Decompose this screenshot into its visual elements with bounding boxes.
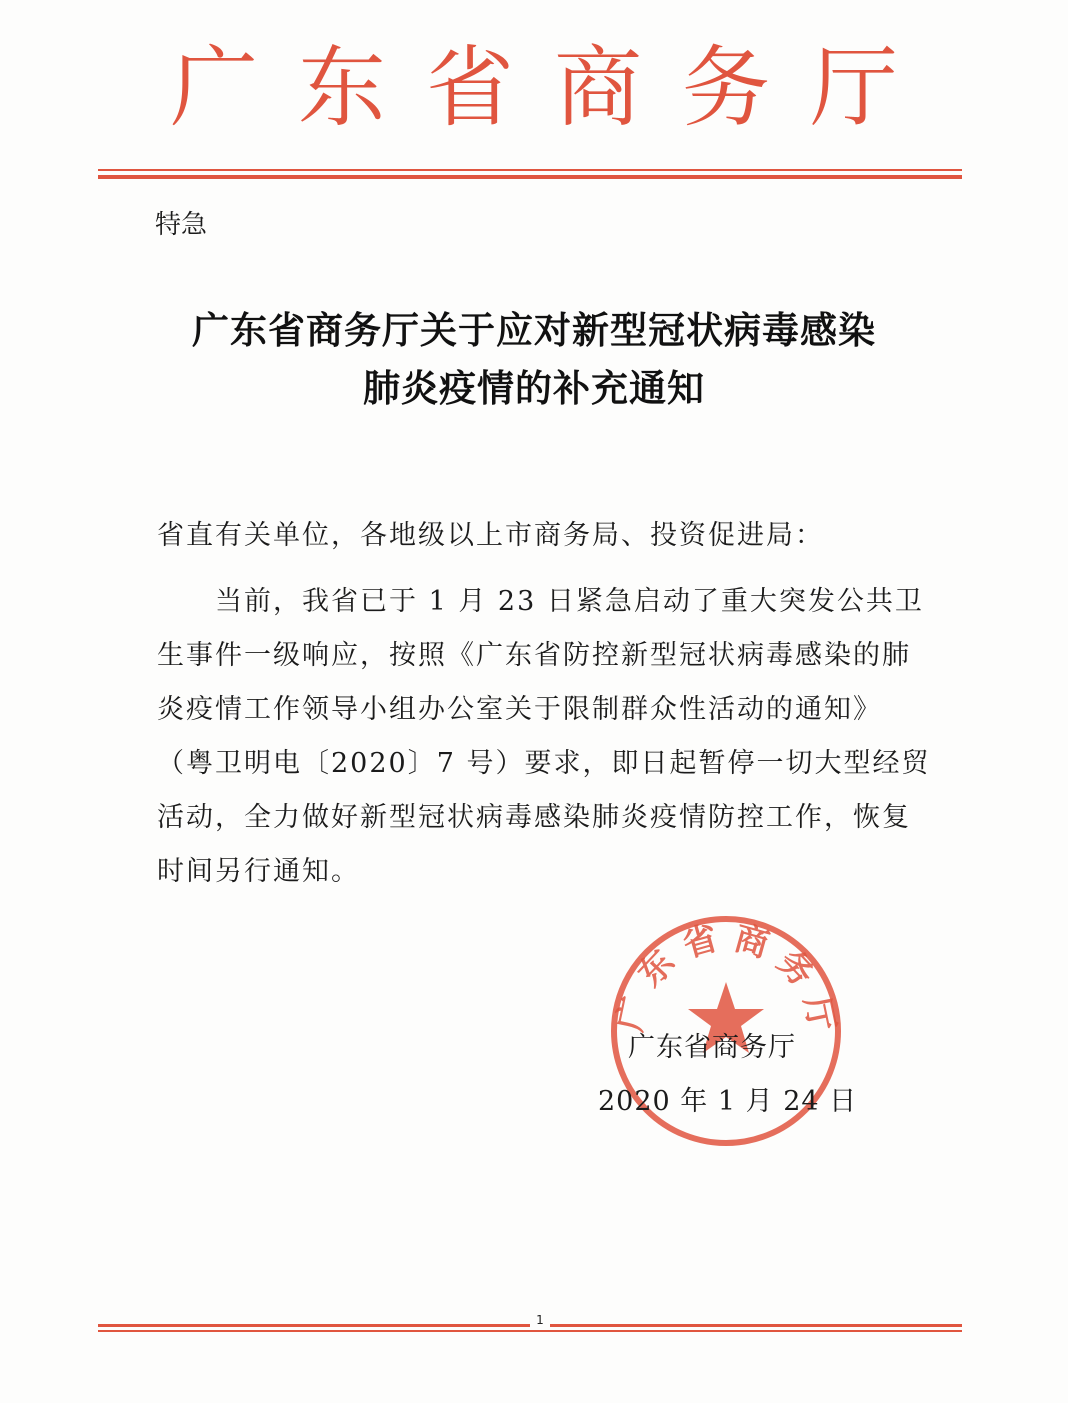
signing-date: 2020 年 1 月 24 日 [598, 1086, 858, 1117]
body-line: （粤卫明电〔2020〕7 号）要求，即日起暂停一切大型经贸 [157, 748, 931, 779]
body-line: 当前，我省已于 1 月 23 日紧急启动了重大突发公共卫 [215, 586, 924, 617]
body-paragraph [157, 575, 931, 899]
letterhead-title: 广东省商务厅 [169, 36, 938, 139]
letterhead-rule-thin [98, 169, 962, 171]
urgency-mark: 特急 [155, 210, 208, 240]
page-number: 1 [530, 1313, 550, 1327]
body-line: 活动，全力做好新型冠状病毒感染肺炎疫情防控工作，恢复 [157, 802, 911, 833]
body-line: 炎疫情工作领导小组办公室关于限制群众性活动的通知》 [157, 694, 882, 725]
addressee: 省直有关单位，各地级以上市商务局、投资促进局： [157, 520, 824, 551]
document-title-line-1: 广东省商务厅关于应对新型冠状病毒感染 [192, 309, 876, 352]
document-title [100, 302, 968, 418]
body-line: 时间另行通知。 [157, 856, 360, 887]
body-line: 生事件一级响应，按照《广东省防控新型冠状病毒感染的肺 [157, 640, 911, 671]
signer-org: 广东省商务厅 [628, 1032, 796, 1063]
footer-rule-thin [98, 1330, 962, 1332]
document-title-line-2: 肺炎疫情的补充通知 [363, 367, 705, 410]
letterhead-rule-thick [98, 175, 962, 179]
seal-arc-text: 广 东 省 商 务 厅 [609, 918, 843, 1035]
